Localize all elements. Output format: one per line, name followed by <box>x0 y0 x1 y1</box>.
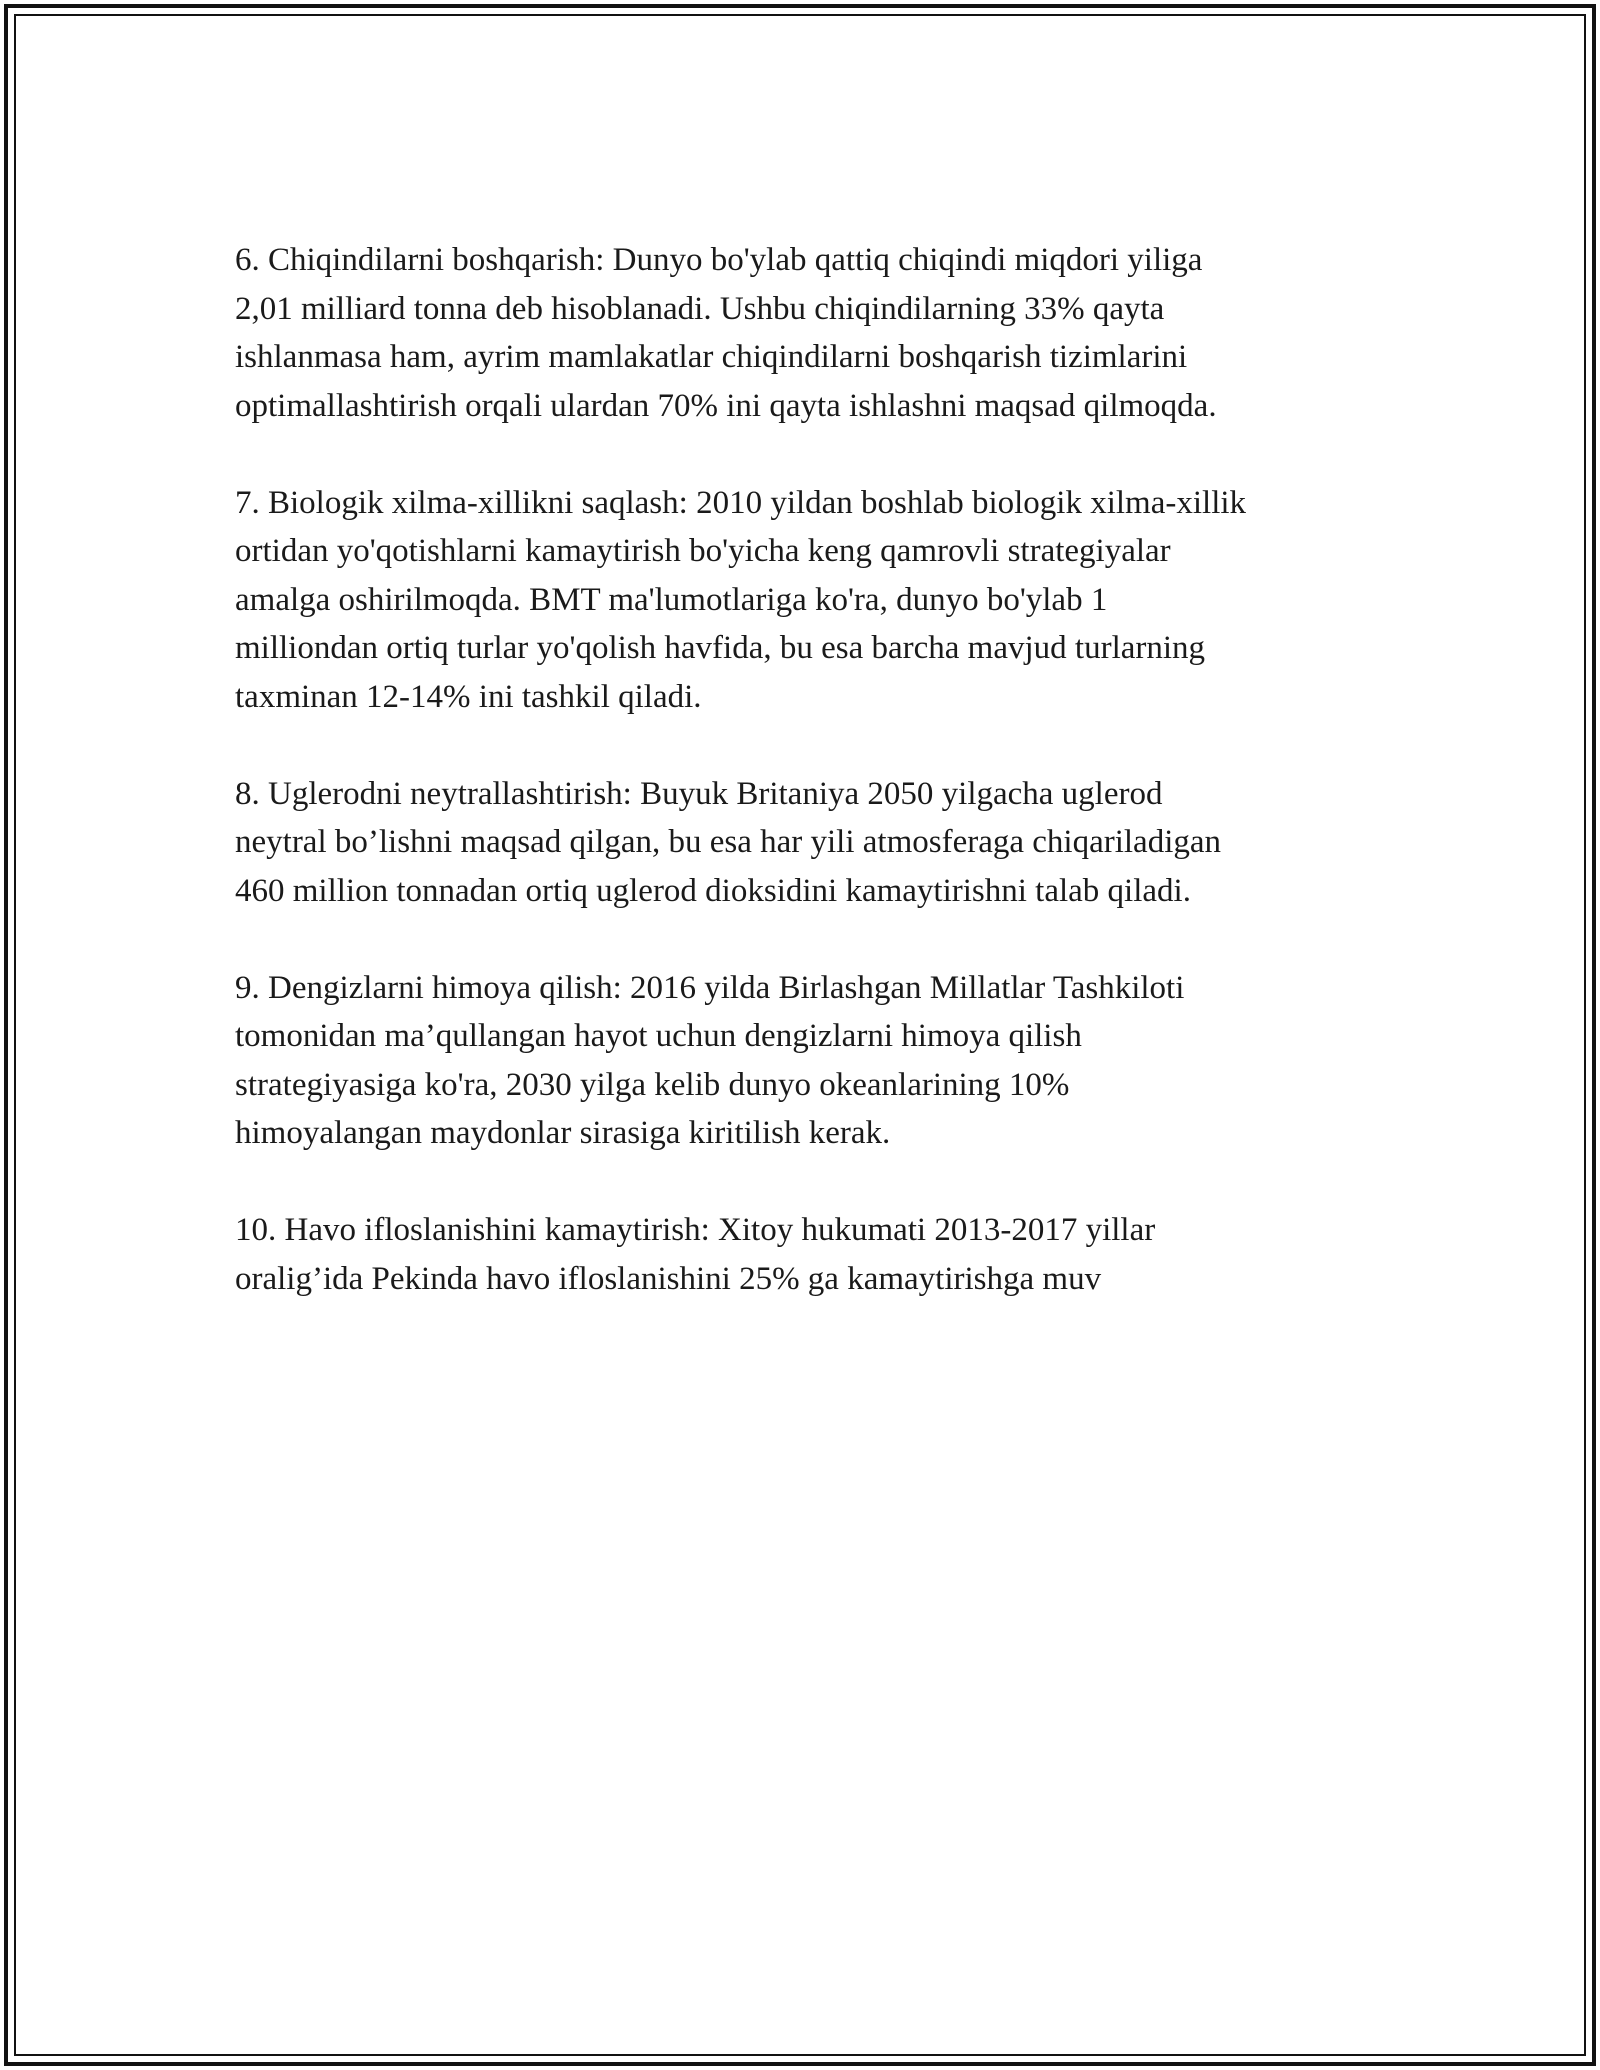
paragraph-biodiversity: 7. Biologik xilma-xillikni saqlash: 2010 yildan boshlab biologik xilma-xillik ortidan yo'qotishlarni kamaytirish bo'yicha keng qamrovli strategiyalar amalga oshirilmoqda. BMT ma'lumotlariga ko'ra, dunyo bo'ylab 1 milliondan ortiq turlar yo'qolish havfida, bu esa barcha mavjud turlarning taxminan 12-14% ini tashkil qiladi. <box>235 484 1247 715</box>
paragraph-air-pollution: 10. Havo ifloslanishini kamaytirish: Xitoy hukumati 2013-2017 yillar oralig’ida Pekinda havo ifloslanishini 25% ga kamaytirishga muv <box>235 1212 1156 1297</box>
document-body <box>235 236 1365 1303</box>
paragraph-sea-protection: 9. Dengizlarni himoya qilish: 2016 yilda Birlashgan Millatlar Tashkiloti tomonidan ma’qullangan hayot uchun dengizlarni himoya qilish strategiyasiga ko'ra, 2030 yilga kelib dunyo okeanlarining 10% himoyalangan maydonlar sirasiga kiritilish kerak. <box>235 969 1185 1151</box>
paragraph-carbon-neutrality: 8. Uglerodni neytrallashtirish: Buyuk Britaniya 2050 yilgacha uglerod neytral bo’lishni maqsad qilgan, bu esa har yili atmosferaga chiqariladigan 460 million tonnadan ortiq uglerod dioksidini kamaytirishni talab qiladi. <box>235 775 1222 909</box>
paragraph-waste-management: 6. Chiqindilarni boshqarish: Dunyo bo'ylab qattiq chiqindi miqdori yiliga 2,01 milliard tonna deb hisoblanadi. Ushbu chiqindilarning 33% qayta ishlanmasa ham, ayrim mamlakatlar chiqindilarni boshqarish tizimlarini optimallashtirish orqali ulardan 70% ini qayta ishlashni maqsad qilmoqda. <box>235 242 1217 424</box>
